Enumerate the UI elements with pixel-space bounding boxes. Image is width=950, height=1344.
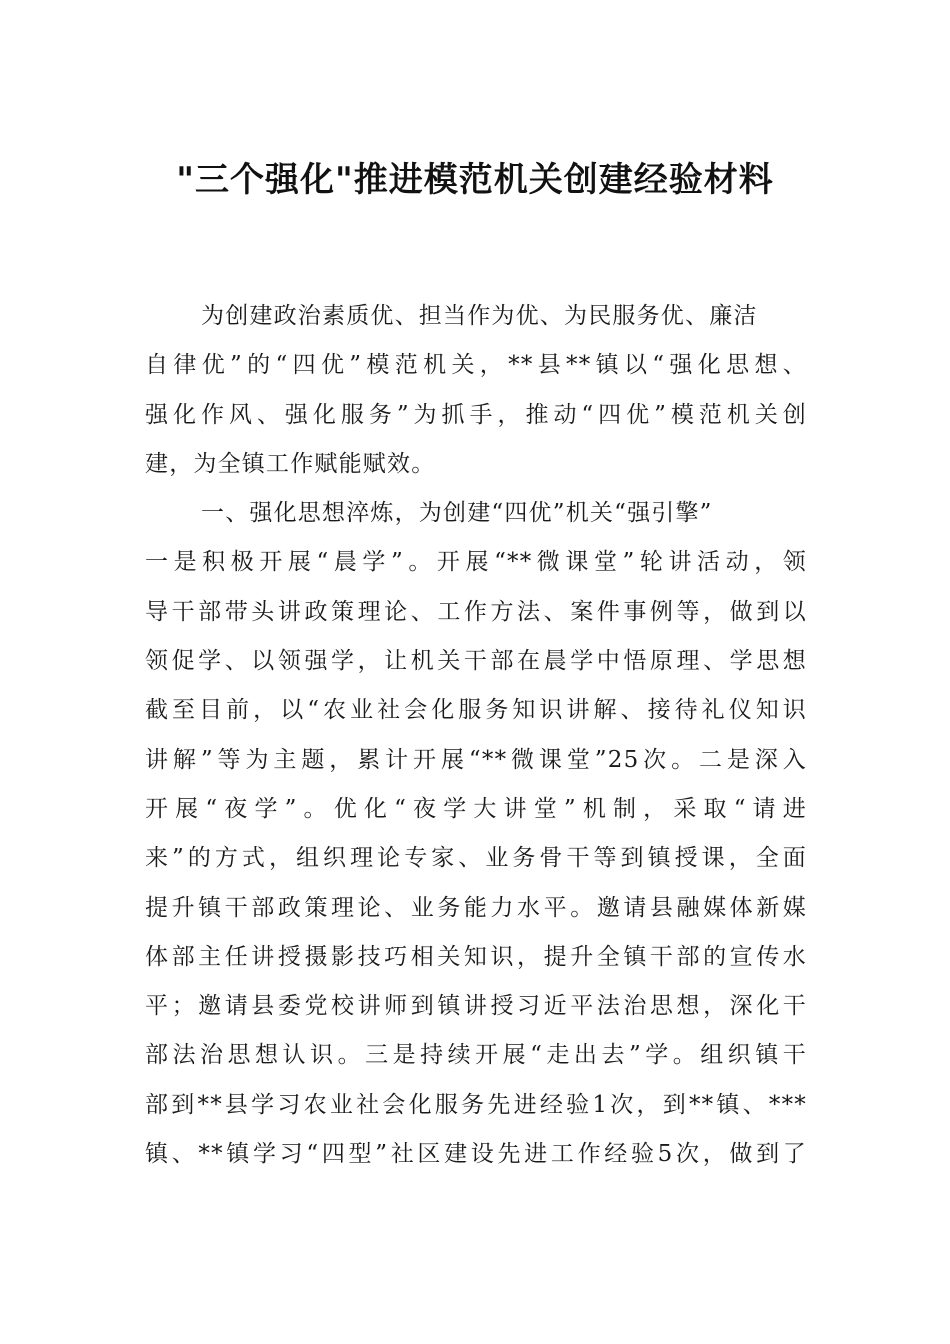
body-line: 部到**县学习农业社会化服务先进经验1次，到**镇、***	[145, 1091, 807, 1118]
body-line: 导干部带头讲政策理论、工作方法、案件事例等，做到以	[145, 598, 807, 625]
body-line: 自律优”的“四优”模范机关，**县**镇以“强化思想、	[145, 352, 807, 379]
body-line: 平；邀请县委党校讲师到镇讲授习近平法治思想，深化干	[145, 993, 807, 1020]
body-line: 为创建政治素质优、担当作为优、为民服务优、廉洁	[201, 303, 758, 329]
body-line: 讲解”等为主题，累计开展“**微课堂”25次。二是深入	[145, 746, 807, 773]
body-line: 领促学、以领强学，让机关干部在晨学中悟原理、学思想	[145, 648, 807, 675]
body-line: 强化作风、强化服务”为抓手，推动“四优”模范机关创	[145, 401, 807, 428]
body-line: 建，为全镇工作赋能赋效。	[145, 450, 436, 477]
section-heading: 一、强化思想淬炼，为创建“四优”机关“强引擎”	[201, 500, 713, 527]
body-line: 截至目前，以“农业社会化服务知识讲解、接待礼仪知识	[145, 697, 807, 724]
body-line: 体部主任讲授摄影技巧相关知识，提升全镇干部的宣传水	[145, 943, 807, 970]
body-line: 一是积极开展“晨学”。开展“**微课堂”轮讲活动，领	[145, 549, 807, 576]
document-body	[145, 292, 807, 1179]
body-line: 来”的方式，组织理论专家、业务骨干等到镇授课，全面	[145, 845, 807, 872]
body-line: 镇、**镇学习“四型”社区建设先进工作经验5次，做到了	[145, 1141, 807, 1168]
body-line: 提升镇干部政策理论、业务能力水平。邀请县融媒体新媒	[145, 894, 807, 921]
body-line: 开展“夜学”。优化“夜学大讲堂”机制，采取“请进	[145, 795, 807, 822]
body-line: 部法治思想认识。三是持续开展“走出去”学。组织镇干	[145, 1042, 807, 1069]
document-title: "三个强化"推进模范机关创建经验材料	[176, 160, 774, 200]
